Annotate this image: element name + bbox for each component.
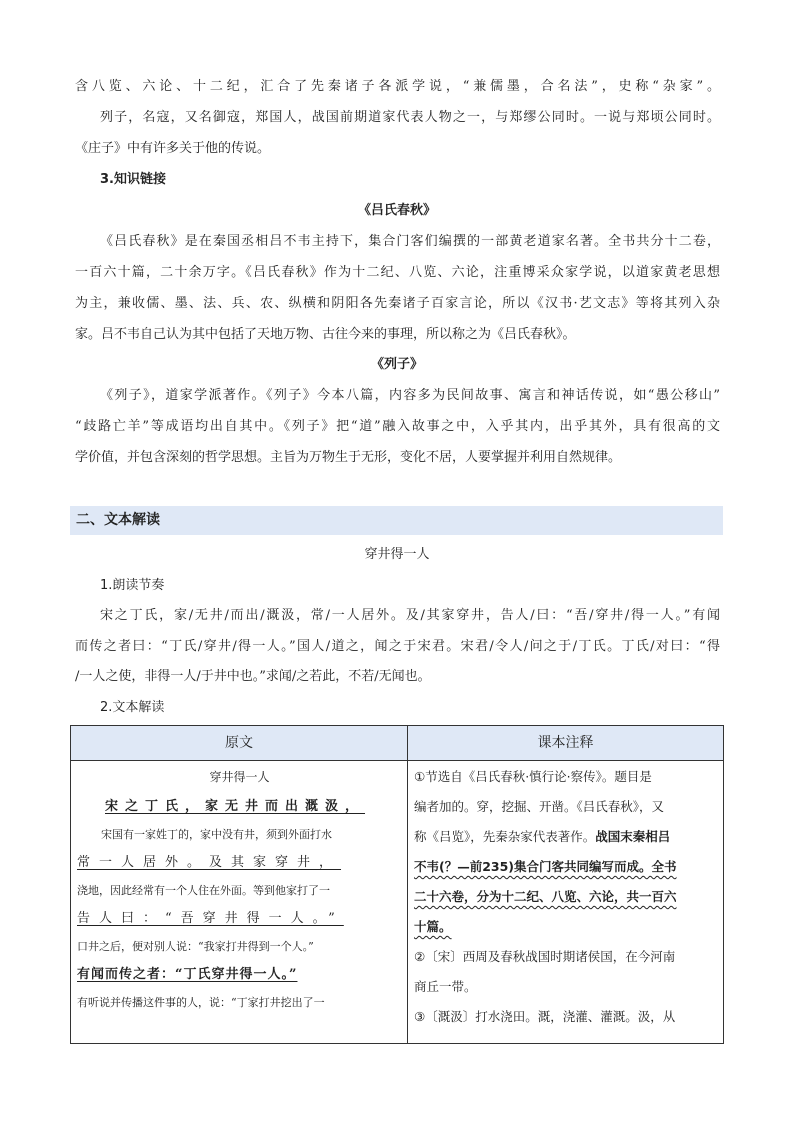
lvshi-line: 为主，兼收儒、墨、法、兵、农、纵横和阴阳各先秦诸子百家言论，所以《汉书·艺文志》等将其列入杂 xyxy=(75,296,720,311)
note-line: ①节选自《吕氏春秋·慎行论·察传》。题目是 xyxy=(414,769,652,784)
original-line: 告人曰：“吾穿井得一人。” xyxy=(77,911,344,926)
rhythm-heading: 1.朗读节奏 xyxy=(100,578,165,593)
col-header-original: 原文 xyxy=(71,726,408,761)
original-line: 常一人居外。及其家穿井， xyxy=(77,855,342,870)
note-highlight: 十篇。 xyxy=(414,919,452,934)
liezi-title: 《列子》 xyxy=(370,357,423,372)
translation-line: 浇地，因此经常有一个人住在外面。等到他家打了一 xyxy=(77,884,330,897)
note-highlight: 二十六卷，分为十二纪、八览、六论，共一百六 xyxy=(414,889,677,904)
note-line: ②〔宋〕西周及春秋战国时期诸侯国，在今河南 xyxy=(414,949,676,964)
intro-line-2: 列子，名寇，又名御寇，郑国人，战国前期道家代表人物之一，与郑缪公同时。一说与郑顷公同时。 xyxy=(100,110,720,125)
liezi-line: 学价值，并包含深刻的哲学思想。主旨为万物生于无形，变化不居，人要掌握并利用自然规律。 xyxy=(75,450,622,465)
translation-line: 口井之后，便对别人说：“我家打井得到一个人。” xyxy=(77,940,314,953)
liezi-line: 《列子》，道家学派著作。《列子》今本八篇，内容多为民间故事、寓言和神话传说，如“愚公移山” xyxy=(100,388,720,403)
lvshi-line: 一百六十篇，二十余万字。《吕氏春秋》作为十二纪、八览、六论，注重博采众家学说，以道家黄老思想 xyxy=(75,265,720,280)
left-title: 穿井得一人 xyxy=(209,770,270,784)
rhythm-line: 而传之者曰：“丁氏/穿井/得一人。”国人/道之，闻之于宋君。宋君/令人/问之于/丁氏。丁氏/对曰：“得 xyxy=(75,639,720,654)
note-line: ③〔溉汲〕打水浇田。溉，浇灌、灌溉。汲，从 xyxy=(414,1009,676,1024)
text-title: 穿井得一人 xyxy=(364,547,430,562)
lvshi-line: 《吕氏春秋》是在秦国丞相吕不韦主持下，集合门客们编撰的一部黄老道家名著。全书共分十二卷， xyxy=(100,234,720,249)
translation-line: 有听说并传播这件事的人，说：“丁家打井挖出了一 xyxy=(77,996,325,1009)
lvshi-line: 家。吕不韦自己认为其中包括了天地万物、古往今来的事理，所以称之为《吕氏春秋》。 xyxy=(75,327,576,342)
original-cell xyxy=(71,761,408,1044)
intro-line-1: 含八览、六论、十二纪，汇合了先秦诸子各派学说，“兼儒墨，合名法”，史称“杂家”。 xyxy=(75,79,720,94)
reading-heading: 2.文本解读 xyxy=(100,700,165,715)
note-line xyxy=(414,827,670,847)
note-line: 商丘一带。 xyxy=(414,979,477,994)
intro-line-3: 《庄子》中有许多关于他的传说。 xyxy=(75,141,271,156)
notes-cell xyxy=(408,761,724,1044)
section-title: 二、文本解读 xyxy=(70,506,723,535)
note-highlight: 战国末秦相吕 xyxy=(595,829,671,844)
original-line: 宋之丁氏，家无井而出溉汲， xyxy=(105,799,366,814)
note-line: 编者加的。穿，挖掘、开凿。《吕氏春秋》，又 xyxy=(414,799,665,814)
translation-line: 宋国有一家姓丁的，家中没有井，须到外面打水 xyxy=(101,828,332,841)
original-line: 有闻而传之者：“丁氏穿井得一人。” xyxy=(77,967,298,982)
note-highlight: 不韦(？—前235)集合门客共同编写而成。全书 xyxy=(414,859,677,874)
knowledge-heading: 3.知识链接 xyxy=(100,172,166,187)
note-text: 称《吕览》，先秦杂家代表著作。 xyxy=(414,829,596,844)
lvshi-title: 《吕氏春秋》 xyxy=(357,203,436,218)
rhythm-line: /一人之使，非得一人/于井中也。”求闻/之若此，不若/无闻也。 xyxy=(75,669,431,684)
annotation-table xyxy=(70,725,724,1044)
liezi-line: “歧路亡羊”等成语均出自其中。《列子》把“道”融入故事之中，入乎其内，出乎其外，具有很高的文 xyxy=(75,419,720,434)
col-header-notes: 课本注释 xyxy=(408,726,724,761)
rhythm-line: 宋之丁氏，家/无井/而出/溉汲，常/一人居外。及/其家穿井，告人/曰：“吾/穿井/得一人。”有闻 xyxy=(100,608,720,623)
